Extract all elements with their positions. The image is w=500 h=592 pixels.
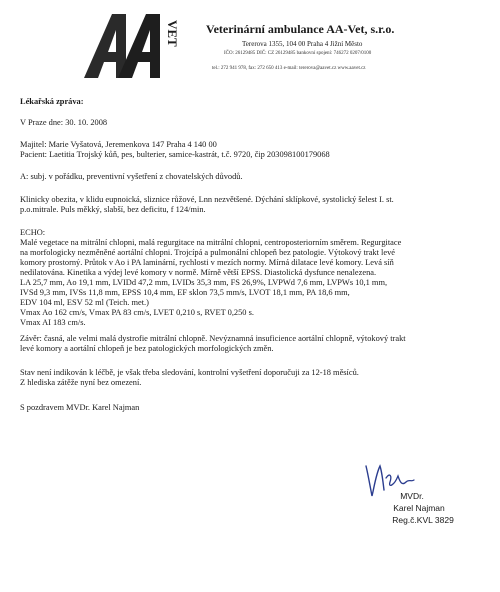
echo-line: IVSd 9,3 mm, IVSs 11,8 mm, EPSS 10,4 mm, EF sklon 73,5 mm/s, LVOT 18,1 mm, PA 18,6 mm, [20,288,350,297]
recommendation-line: Z hlediska zátěže nyní bez omezení. [20,378,142,387]
stamp-name: Karel Najman [393,503,445,513]
clinic-contact: tel.: 272 941 978, fax: 272 650 413 e-mail: tererova@aavet.cz www.aavet.cz [212,66,366,71]
anamnesis: A: subj. v pořádku, preventivní vyšetření z chovatelských důvodů. [20,172,243,181]
echo-line: EDV 104 ml, ESV 52 ml (Teich. met.) [20,298,149,307]
clinic-logo [82,12,192,82]
patient-line: Pacient: Laetitia Trojský kůň, pes, bulterier, samice-kastrát, t.č. 9720, čip 203098100179068 [20,150,330,159]
logo-vet-text: VET [165,20,180,47]
clinic-ids: IČO: 26129485 DIČ: CZ 26129485 bankovní spojení: 746272 0207/0100 [224,51,372,56]
doctor-stamp [352,490,472,526]
conclusion-line: Závěr: časná, ale velmi malá dystrofie mitrální chlopně. Nevýznamná insuficience aortální chlopně, výtokový trakt [20,334,406,343]
recommendation-line: Stav není indikován k léčbě, je však třeba sledování, kontrolní vyšetření doporučuji za 12-18 měsíců. [20,368,359,377]
closing-line: S pozdravem MVDr. Karel Najman [20,403,140,412]
stamp-title: MVDr. [400,491,424,501]
echo-line: LA 25,7 mm, Ao 19,1 mm, LVIDd 47,2 mm, LVIDs 35,3 mm, FS 26,9%, LVPWd 7,6 mm, LVPWs 10,1 mm, [20,278,388,287]
echo-line: nedilatována. Kinetika a výdej levé komory v normě. Mírně větší EPSS. Diastolická dysfunce nenalezena. [20,268,377,277]
stamp-registration: Reg.č.KVL 3829 [392,515,454,525]
clinic-address: Tererova 1355, 104 00 Praha 4 Jižní Město [242,40,363,48]
echo-line: Vmax AI 183 cm/s. [20,318,86,327]
conclusion-line: levé komory a aortální chlopeň je bez patologických morfologických změn. [20,344,274,353]
owner-line: Majitel: Marie Vyšatová, Jeremenkova 147 Praha 4 140 00 [20,140,217,149]
echo-findings [20,228,482,328]
echo-line: ECHO: [20,228,46,237]
clinical-line: p.o.mitrale. Puls měkký, slabší, bez deficitu, f 124/min. [20,205,206,214]
clinical-line: Klinicky obezita, v klidu eupnoická, sliznice růžové, Lnn nezvětšené. Dýchání sklípkové, systolický šelest I. st. [20,195,394,204]
clinical-findings [20,195,482,215]
echo-line: komory prostorný. Průtok v Ao i PA laminární, rychlosti v mezích normy. Mírná dilatace levé komory. Levá síň [20,258,394,267]
report-date: V Praze dne: 30. 10. 2008 [20,118,108,127]
echo-line: Vmax Ao 162 cm/s, Vmax PA 83 cm/s, LVET 0,210 s, RVET 0,250 s. [20,308,254,317]
report-heading: Lékařská zpráva: [20,97,84,106]
conclusion [20,334,482,354]
echo-line: na morfologicky nezměněné aortální chlopni. Trojcípá a pulmonální chlopeň bez patologie. Výtokový trakt levé [20,248,395,257]
echo-line: Malé vegetace na mitrální chlopni, malá regurgitace na mitrální chlopni, centroposteriorním směrem. Regurgitace [20,238,402,247]
recommendation [20,368,482,388]
clinic-name: Veterinární ambulance AA-Vet, s.r.o. [206,22,395,36]
